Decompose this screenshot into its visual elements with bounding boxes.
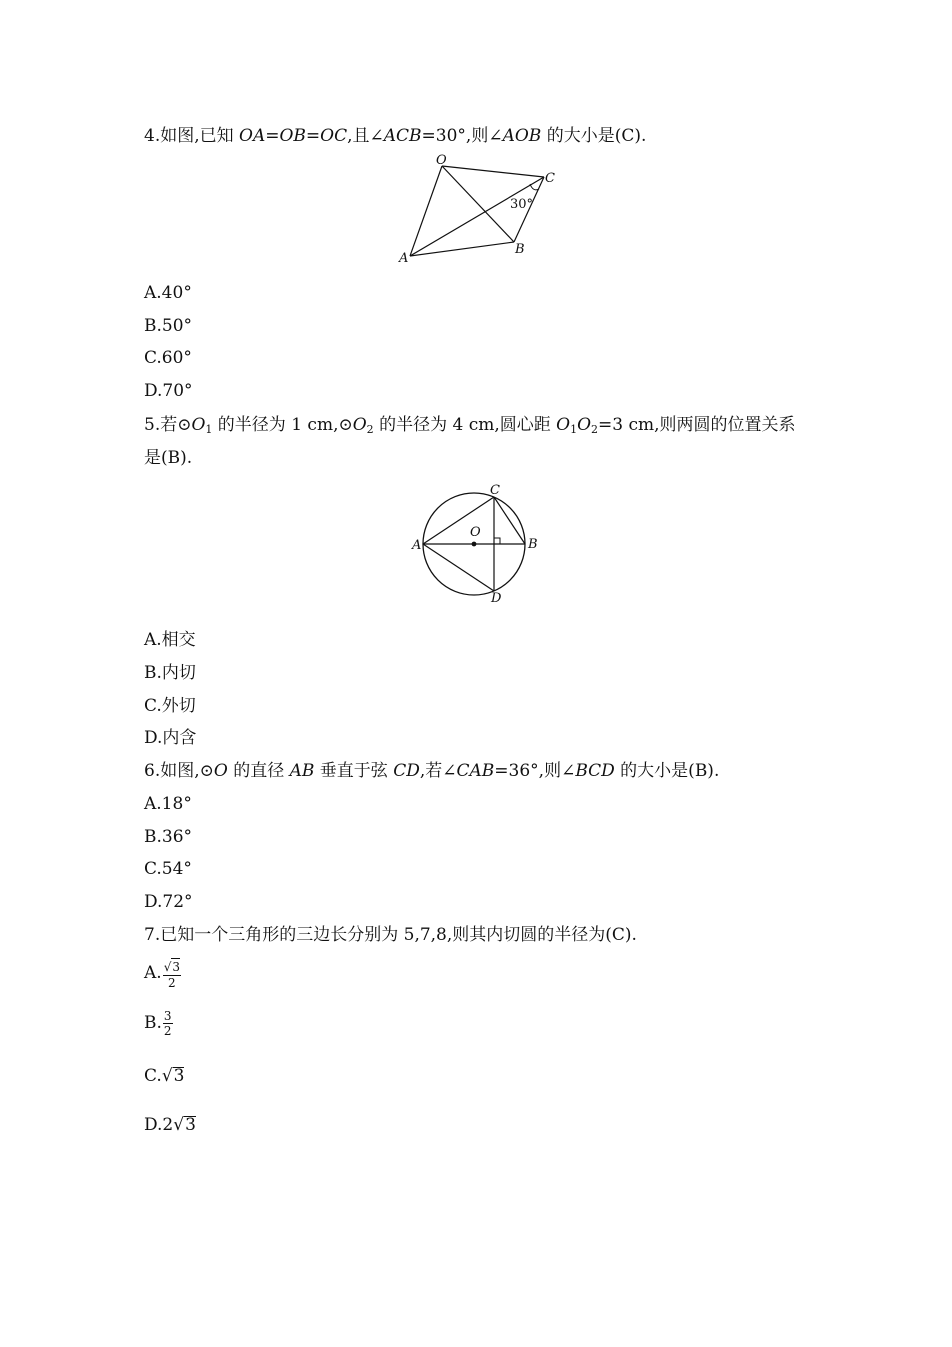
q4-stem-angle-acb: ACB [383,126,422,146]
q7-option-c-prefix: C. [144,1066,162,1086]
q6-text-5: =36°,则∠ [494,761,576,781]
q5-label-o: O [470,525,481,540]
q5-label-a: A [412,538,422,553]
q7-option-b-numerator: 3 [163,1009,172,1023]
q6-cab: CAB [456,761,495,781]
q7-option-c: C.√3 [144,1066,185,1086]
q5-option-c: C.外切 [144,696,196,716]
q4-stem-mid2: =30°,则∠ [421,126,503,146]
q4-segment-oa [410,166,442,256]
q5-text-4: =3 cm,则两圆的位置关系 [598,415,796,435]
q6-stem [144,759,719,783]
q7-option-a [144,956,181,990]
q5-sub4: 2 [591,423,599,436]
q4-option-a: A.40° [144,283,192,303]
q5-o3: O [556,415,571,435]
q4-stem-suffix: 的大小是(C). [541,126,647,146]
q7-option-c-radicand: 3 [173,1066,185,1086]
q4-option-b: B.50° [144,316,193,336]
q4-label-b: B [515,242,525,257]
q7-option-a-denominator: 2 [168,975,176,990]
q6-ab: AB [289,761,315,781]
q5-segment-ac [423,497,494,544]
q4-stem-mid: ,且∠ [347,126,384,146]
q5-segment-ad [423,544,494,591]
q6-text-4: ,若∠ [419,761,457,781]
q6-option-b: B.36° [144,827,193,847]
q5-option-a: A.相交 [144,630,196,650]
q6-o: O [213,761,228,781]
q4-option-c: C.60° [144,348,192,368]
q7-stem: 7.已知一个三角形的三边长分别为 5,7,8,则其内切圆的半径为(C). [144,925,637,945]
q4-option-d: D.70° [144,381,193,401]
q5-sub1: 1 [205,423,213,436]
q7-option-a-fraction: $\frac{√3}{2}$ [163,959,180,990]
q5-sub2: 2 [366,423,374,436]
q5-center-point [472,542,477,547]
q7-option-b-denominator: 2 [163,1024,172,1038]
q5-sub3: 1 [570,423,578,436]
q5-o2: O [352,415,367,435]
q5-text-3: 的半径为 4 cm,圆心距 [373,415,557,435]
q4-stem [144,124,646,148]
q5-segment-cb [494,497,525,544]
q5-label-c: C [490,483,500,498]
q4-figure [396,150,566,266]
q4-segment-oc [442,166,544,177]
q7-option-b [144,1006,173,1040]
q7-option-d-prefix: D.2 [144,1115,174,1135]
q4-label-c: C [545,171,555,186]
q6-option-d: D.72° [144,892,193,912]
q6-bcd: BCD [575,761,615,781]
q5-text-2: 的半径为 1 cm,⊙ [212,415,353,435]
q7-option-d: D.2√3 [144,1115,196,1135]
q5-o1: O [191,415,206,435]
q4-stem-prefix: 4.如图,已知 [144,126,240,146]
q6-option-c: C.54° [144,859,192,879]
q6-text-1: 6.如图,⊙ [144,761,214,781]
q5-option-d: D.内含 [144,728,197,748]
q7-option-b-prefix: B. [144,1013,162,1033]
q5-label-b: B [528,537,538,552]
q6-text-2: 的直径 [227,761,290,781]
q5-stem-line2: 是(B). [144,448,193,468]
q4-segment-ab [410,242,514,256]
q7-option-a-numerator: 3 [172,959,180,974]
q7-option-a-prefix: A. [144,963,162,983]
q7-option-b-fraction [163,1009,173,1038]
q5-option-b: B.内切 [144,663,196,683]
q6-text-6: 的大小是(B). [614,761,720,781]
q4-label-o: O [436,153,447,168]
q4-label-angle: 30° [510,197,534,212]
q4-stem-angle-aob: AOB [502,126,542,146]
q7-option-d-radicand: 3 [185,1115,196,1135]
q5-stem-line1 [144,413,796,442]
q5-label-d: D [491,591,502,606]
q5-o4: O [577,415,592,435]
q5-figure [408,480,548,608]
q5-right-angle-mark [494,538,500,544]
q6-text-3: 垂直于弦 [314,761,394,781]
q6-option-a: A.18° [144,794,192,814]
q4-label-a: A [399,251,409,266]
q6-cd: CD [393,761,420,781]
q4-stem-equation: OA=OB=OC [239,126,348,146]
q5-text-1: 5.若⊙ [144,415,192,435]
